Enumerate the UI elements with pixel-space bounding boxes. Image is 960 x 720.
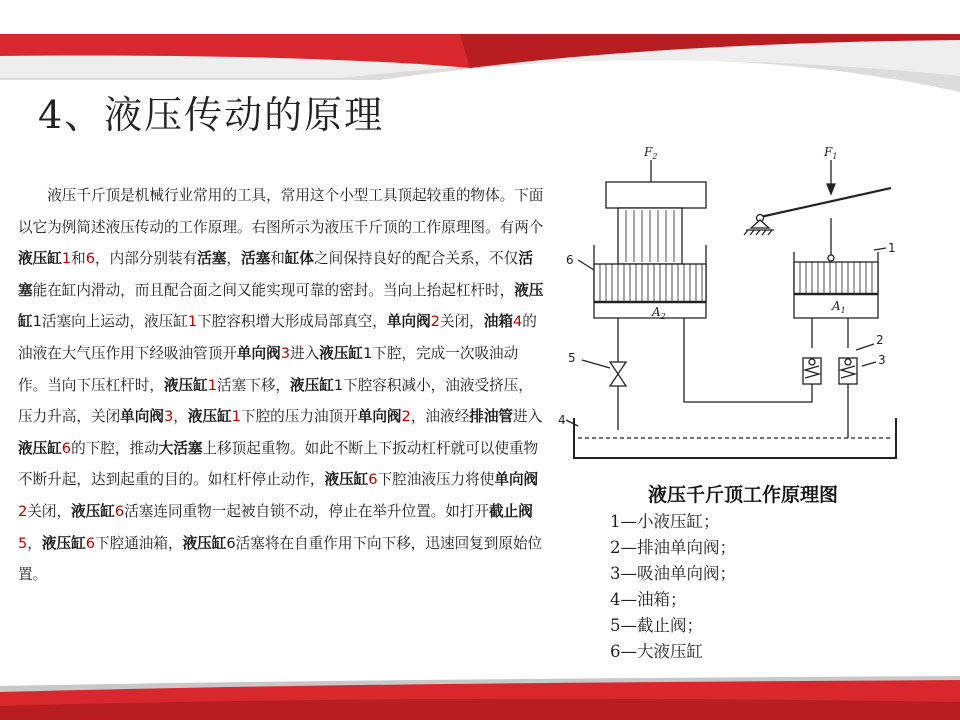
component-number: 6: [61, 439, 72, 457]
legend-item: 2—排油单向阀；: [610, 538, 736, 557]
emphasis-term: 液压缸: [319, 344, 364, 362]
bottom-decorative-band: [0, 676, 960, 720]
hydraulic-jack-diagram: [556, 140, 906, 480]
label-f2: $F_2$: [644, 145, 658, 161]
emphasis-term: 单向阀: [386, 313, 431, 331]
label-f1: $F_1$: [824, 145, 838, 161]
text-run: 和: [270, 250, 285, 268]
label-a1: $A_1$: [832, 299, 846, 315]
component-number: 2: [401, 408, 411, 426]
component-number: 4: [512, 313, 523, 331]
text-run: 能在缸内滑动，而且配合面之间又能实现可靠的密封。当向上抬起杠杆时，: [32, 281, 515, 299]
component-number: 2: [18, 502, 28, 520]
emphasis-term: 液压缸: [71, 502, 115, 520]
emphasis-term: 液压缸: [18, 439, 62, 457]
legend-item: 4—油箱；: [610, 590, 687, 609]
label-num-5: 5: [568, 351, 576, 365]
text-run: 下腔通油箱，: [95, 534, 183, 552]
load-block: [606, 182, 706, 208]
text-run: 下腔油液压力将使: [377, 471, 495, 489]
emphasis-term: 液压缸: [187, 408, 232, 426]
body-paragraph: [18, 180, 544, 591]
emphasis-term: 液压缸: [18, 281, 544, 331]
label-num-3: 3: [878, 353, 886, 367]
emphasis-term: 单向阀: [120, 408, 164, 426]
emphasis-term: 液压缸: [324, 471, 369, 489]
component-number: 1: [187, 313, 198, 331]
label-num-6: 6: [566, 253, 574, 267]
diagram-caption: 液压千斤顶工作原理图: [648, 484, 839, 506]
text-run: 关闭，: [439, 313, 484, 331]
text-run: ，内部分别装有: [95, 250, 198, 268]
text-run: ，: [27, 534, 42, 552]
component-number: 3: [280, 344, 291, 362]
component-number: 5: [18, 534, 28, 552]
text-run: ，油液经: [410, 408, 470, 426]
emphasis-term: 活塞: [18, 250, 533, 299]
text-run: 上移顶起重物。如此不断上下扳动杠杆就可以使重物不断升起，达到起重的目的。如杠杆停止动作，: [18, 439, 539, 489]
stop-valve-5: [610, 362, 626, 374]
emphasis-term: 单向阀: [357, 408, 402, 426]
emphasis-term: 液压缸: [290, 376, 334, 394]
emphasis-term: 活塞: [240, 250, 271, 268]
top-decorative-band: [0, 0, 960, 92]
legend-item: 1—小液压缸；: [610, 512, 720, 531]
emphasis-term: 截止阀: [489, 502, 533, 520]
emphasis-term: 液压缸: [18, 250, 62, 268]
label-num-4: 4: [558, 413, 566, 427]
text-run: 1下腔容积减小，油液受挤压，压力升高，关闭: [18, 376, 533, 426]
emphasis-term: 大活塞: [158, 439, 203, 457]
text-run: ，: [173, 408, 188, 426]
component-number: 1: [61, 250, 72, 268]
emphasis-term: 活塞: [197, 250, 227, 268]
text-run: 的油液在大气压作用下经吸油管顶开: [18, 313, 537, 362]
text-run: 活塞下移，: [217, 376, 291, 394]
text-run: ，: [226, 250, 241, 268]
label-a2: $A_2$: [652, 305, 666, 321]
text-run: 1下腔，完成一次吸油动作。当向下压杠杆时，: [18, 344, 519, 394]
component-number: 6: [114, 502, 125, 520]
page-title: 4、液压传动的原理: [38, 93, 385, 137]
legend-item: 6—大液压缸: [610, 642, 703, 661]
text-run: 1活塞向上运动，液压缸: [32, 313, 188, 331]
legend-item: 3—吸油单向阀；: [610, 564, 736, 583]
text-run: 和: [71, 250, 86, 268]
component-number: 3: [163, 408, 174, 426]
label-num-2: 2: [876, 333, 884, 347]
emphasis-term: 液压缸: [41, 534, 86, 552]
text-run: 下腔的压力油顶开: [240, 408, 358, 426]
emphasis-term: 单向阀: [494, 471, 539, 489]
emphasis-term: 液压缸: [182, 534, 227, 552]
text-run: 之间保持良好的配合关系，不仅: [314, 250, 519, 268]
emphasis-term: 液压缸: [163, 376, 208, 394]
text-run: 关闭，: [27, 502, 72, 520]
text-run: 6活塞将在自重作用下向下移，迅速回复到原始位置。: [18, 534, 543, 584]
text-run: 进入: [290, 344, 320, 362]
text-run: 活塞连同重物一起被自锁不动，停止在举升位置。如打开: [124, 502, 490, 520]
component-number: 6: [85, 250, 95, 268]
label-num-1: 1: [888, 241, 896, 255]
text-run: 的下腔，推动: [71, 439, 159, 457]
lever: [756, 188, 891, 218]
component-number: 6: [368, 471, 378, 489]
component-number: 1: [231, 408, 241, 426]
text-run: 下腔容积增大形成局部真空，: [197, 313, 387, 331]
emphasis-term: 缸体: [284, 250, 314, 268]
diagram-legend: [610, 509, 736, 665]
component-number: 6: [85, 534, 95, 552]
component-number: 1: [207, 376, 218, 394]
text-run: 进入: [513, 408, 543, 426]
emphasis-term: 排油管: [469, 408, 514, 426]
text-run: 液压千斤顶是机械行业常用的工具，常用这个小型工具顶起较重的物体。下面以它为例简述液压传动的工作原理。右图所示为液压千斤顶的工作原理图。有两个: [18, 187, 544, 236]
component-number: 2: [430, 313, 440, 331]
big-piston: [594, 264, 706, 302]
emphasis-term: 油箱: [483, 313, 513, 331]
emphasis-term: 单向阀: [236, 344, 281, 362]
legend-item: 5—截止阀；: [610, 616, 703, 635]
